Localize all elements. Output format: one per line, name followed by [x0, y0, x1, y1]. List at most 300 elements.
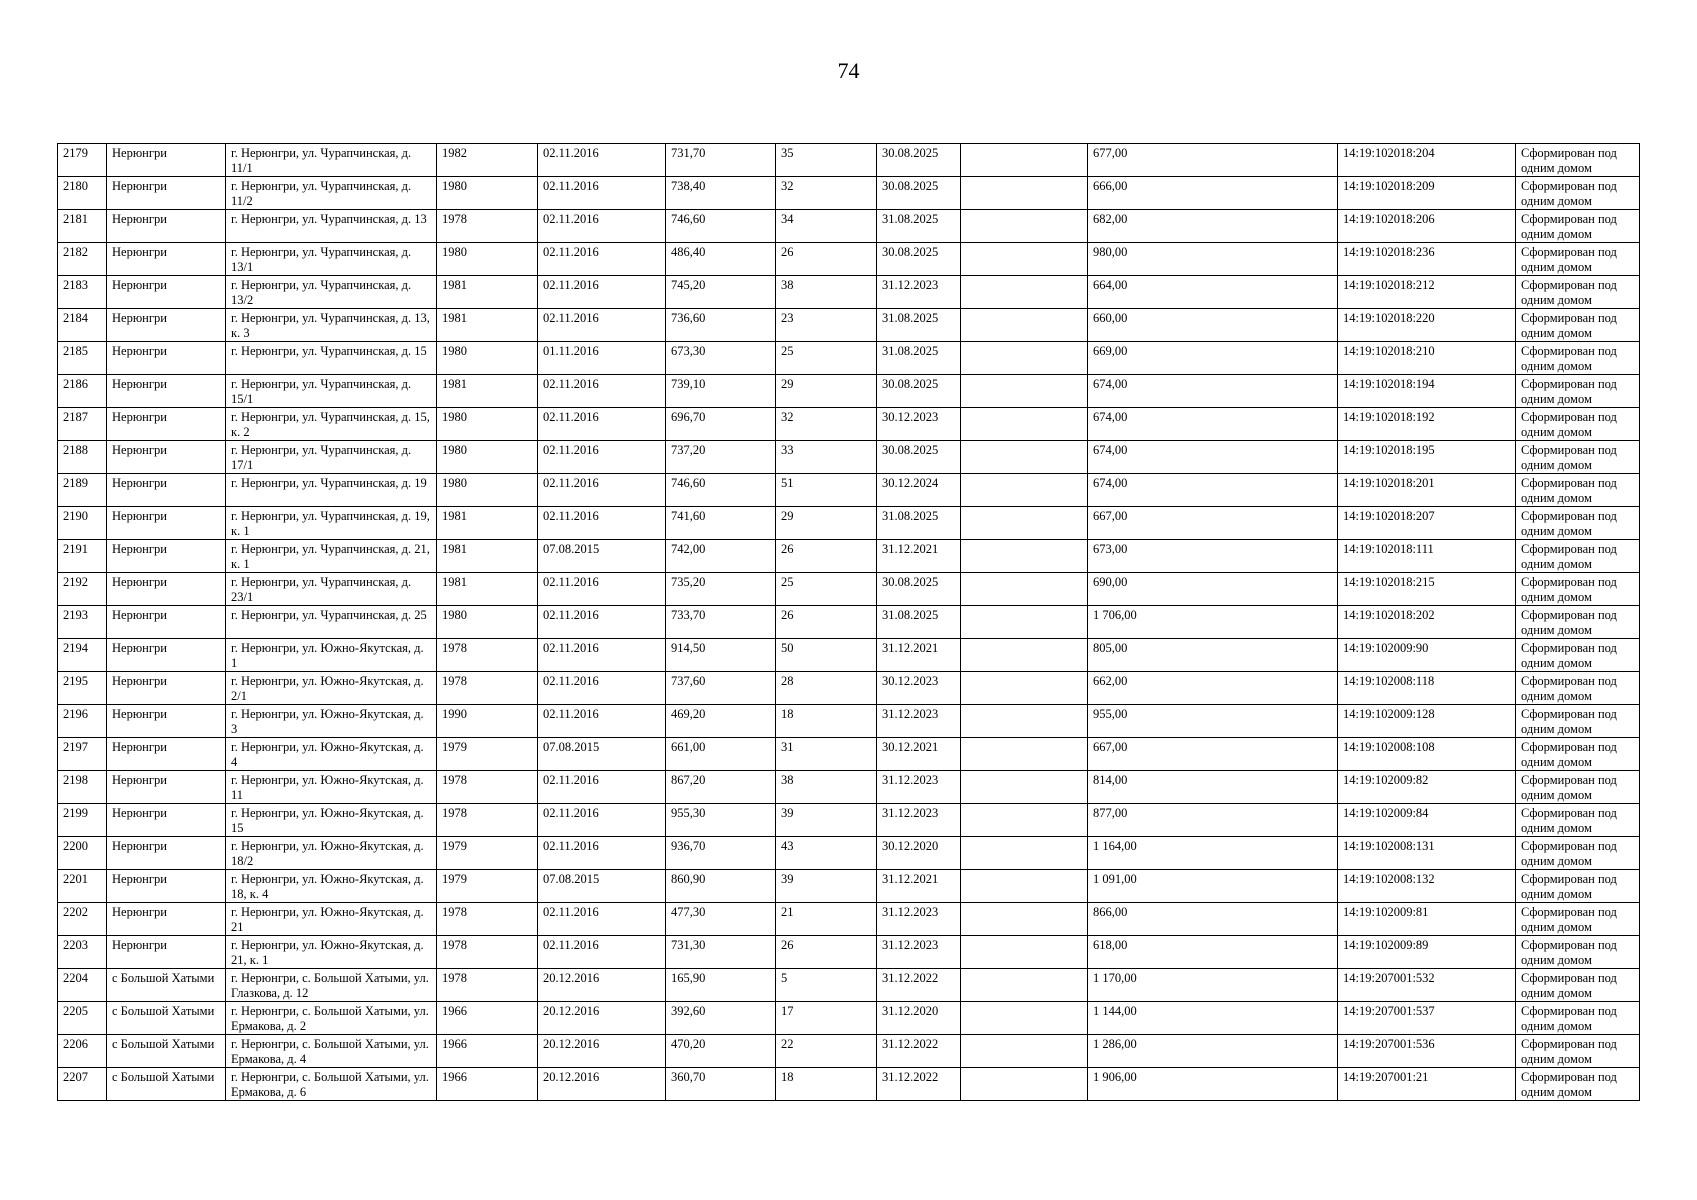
row-number-cell: 2204: [58, 969, 107, 1002]
count-cell: 38: [776, 771, 877, 804]
table-row: [58, 1068, 1640, 1101]
row-number-cell: 2189: [58, 474, 107, 507]
row-number-cell: 2206: [58, 1035, 107, 1068]
settlement-cell: с Большой Хатыми: [107, 1002, 226, 1035]
empty-cell: [961, 540, 1088, 573]
address-cell: г. Нерюнгри, ул. Южно-Якутская, д. 2/1: [226, 672, 437, 705]
registration-date-cell: 02.11.2016: [538, 639, 666, 672]
registration-date-cell: 20.12.2016: [538, 1035, 666, 1068]
empty-cell: [961, 771, 1088, 804]
row-number-cell: 2185: [58, 342, 107, 375]
area-cell: 470,20: [666, 1035, 776, 1068]
due-date-cell: 31.08.2025: [877, 606, 961, 639]
cadastral-number-cell: 14:19:102009:82: [1338, 771, 1516, 804]
build-year-cell: 1981: [437, 540, 538, 573]
count-cell: 39: [776, 870, 877, 903]
cadastral-number-cell: 14:19:207001:21: [1338, 1068, 1516, 1101]
cost-cell: 662,00: [1088, 672, 1338, 705]
registration-date-cell: 02.11.2016: [538, 474, 666, 507]
due-date-cell: 30.08.2025: [877, 243, 961, 276]
build-year-cell: 1978: [437, 210, 538, 243]
due-date-cell: 30.08.2025: [877, 144, 961, 177]
cadastral-number-cell: 14:19:207001:536: [1338, 1035, 1516, 1068]
cost-cell: 667,00: [1088, 738, 1338, 771]
cadastral-number-cell: 14:19:102018:209: [1338, 177, 1516, 210]
registration-date-cell: 02.11.2016: [538, 837, 666, 870]
settlement-cell: Нерюнгри: [107, 540, 226, 573]
build-year-cell: 1978: [437, 639, 538, 672]
due-date-cell: 30.12.2023: [877, 408, 961, 441]
settlement-cell: Нерюнгри: [107, 474, 226, 507]
due-date-cell: 31.12.2023: [877, 771, 961, 804]
build-year-cell: 1980: [437, 408, 538, 441]
row-number-cell: 2193: [58, 606, 107, 639]
row-number-cell: 2191: [58, 540, 107, 573]
count-cell: 29: [776, 375, 877, 408]
empty-cell: [961, 507, 1088, 540]
cadastral-number-cell: 14:19:102018:192: [1338, 408, 1516, 441]
empty-cell: [961, 375, 1088, 408]
empty-cell: [961, 243, 1088, 276]
due-date-cell: 31.12.2021: [877, 639, 961, 672]
cost-cell: 1 144,00: [1088, 1002, 1338, 1035]
build-year-cell: 1978: [437, 969, 538, 1002]
due-date-cell: 30.08.2025: [877, 177, 961, 210]
table-row: [58, 639, 1640, 672]
address-cell: г. Нерюнгри, ул. Южно-Якутская, д. 1: [226, 639, 437, 672]
note-cell: Сформирован под одним домом: [1516, 738, 1640, 771]
due-date-cell: 31.12.2023: [877, 936, 961, 969]
row-number-cell: 2179: [58, 144, 107, 177]
area-cell: 746,60: [666, 210, 776, 243]
settlement-cell: Нерюнгри: [107, 408, 226, 441]
cost-cell: 674,00: [1088, 408, 1338, 441]
row-number-cell: 2195: [58, 672, 107, 705]
registration-date-cell: 20.12.2016: [538, 1002, 666, 1035]
registration-date-cell: 07.08.2015: [538, 540, 666, 573]
row-number-cell: 2198: [58, 771, 107, 804]
area-cell: 733,70: [666, 606, 776, 639]
row-number-cell: 2184: [58, 309, 107, 342]
empty-cell: [961, 573, 1088, 606]
table-body: [58, 144, 1640, 1101]
due-date-cell: 30.12.2023: [877, 672, 961, 705]
empty-cell: [961, 342, 1088, 375]
empty-cell: [961, 837, 1088, 870]
cost-cell: 1 286,00: [1088, 1035, 1338, 1068]
settlement-cell: Нерюнгри: [107, 804, 226, 837]
cost-cell: 674,00: [1088, 474, 1338, 507]
cadastral-number-cell: 14:19:102018:204: [1338, 144, 1516, 177]
note-cell: Сформирован под одним домом: [1516, 540, 1640, 573]
build-year-cell: 1978: [437, 936, 538, 969]
cadastral-number-cell: 14:19:102018:207: [1338, 507, 1516, 540]
count-cell: 28: [776, 672, 877, 705]
cost-cell: 669,00: [1088, 342, 1338, 375]
build-year-cell: 1980: [437, 606, 538, 639]
note-cell: Сформирован под одним домом: [1516, 771, 1640, 804]
address-cell: г. Нерюнгри, с. Большой Хатыми, ул. Ермакова, д. 2: [226, 1002, 437, 1035]
due-date-cell: 30.12.2024: [877, 474, 961, 507]
note-cell: Сформирован под одним домом: [1516, 144, 1640, 177]
table-row: [58, 804, 1640, 837]
due-date-cell: 31.12.2023: [877, 903, 961, 936]
cost-cell: 674,00: [1088, 441, 1338, 474]
count-cell: 26: [776, 606, 877, 639]
table-row: [58, 144, 1640, 177]
note-cell: Сформирован под одним домом: [1516, 903, 1640, 936]
address-cell: г. Нерюнгри, с. Большой Хатыми, ул. Ермакова, д. 4: [226, 1035, 437, 1068]
table-row: [58, 672, 1640, 705]
build-year-cell: 1980: [437, 441, 538, 474]
area-cell: 469,20: [666, 705, 776, 738]
settlement-cell: Нерюнгри: [107, 738, 226, 771]
address-cell: г. Нерюнгри, ул. Чурапчинская, д. 19: [226, 474, 437, 507]
due-date-cell: 30.12.2020: [877, 837, 961, 870]
build-year-cell: 1978: [437, 771, 538, 804]
area-cell: 736,60: [666, 309, 776, 342]
empty-cell: [961, 144, 1088, 177]
note-cell: Сформирован под одним домом: [1516, 243, 1640, 276]
registration-date-cell: 02.11.2016: [538, 903, 666, 936]
registration-date-cell: 02.11.2016: [538, 210, 666, 243]
empty-cell: [961, 309, 1088, 342]
build-year-cell: 1979: [437, 837, 538, 870]
table-row: [58, 771, 1640, 804]
due-date-cell: 31.12.2020: [877, 1002, 961, 1035]
note-cell: Сформирован под одним домом: [1516, 870, 1640, 903]
settlement-cell: Нерюнгри: [107, 276, 226, 309]
due-date-cell: 31.12.2021: [877, 540, 961, 573]
build-year-cell: 1981: [437, 507, 538, 540]
table-row: [58, 606, 1640, 639]
area-cell: 914,50: [666, 639, 776, 672]
note-cell: Сформирован под одним домом: [1516, 639, 1640, 672]
cadastral-number-cell: 14:19:102009:84: [1338, 804, 1516, 837]
address-cell: г. Нерюнгри, ул. Чурапчинская, д. 11/2: [226, 177, 437, 210]
area-cell: 477,30: [666, 903, 776, 936]
settlement-cell: Нерюнгри: [107, 903, 226, 936]
table-row: [58, 573, 1640, 606]
cost-cell: 618,00: [1088, 936, 1338, 969]
table-row: [58, 507, 1640, 540]
build-year-cell: 1979: [437, 738, 538, 771]
settlement-cell: Нерюнгри: [107, 177, 226, 210]
cost-cell: 1 906,00: [1088, 1068, 1338, 1101]
count-cell: 32: [776, 177, 877, 210]
note-cell: Сформирован под одним домом: [1516, 441, 1640, 474]
settlement-cell: с Большой Хатыми: [107, 1035, 226, 1068]
cadastral-number-cell: 14:19:207001:537: [1338, 1002, 1516, 1035]
empty-cell: [961, 870, 1088, 903]
cost-cell: 1 170,00: [1088, 969, 1338, 1002]
cadastral-number-cell: 14:19:102009:89: [1338, 936, 1516, 969]
settlement-cell: Нерюнгри: [107, 771, 226, 804]
area-cell: 955,30: [666, 804, 776, 837]
cost-cell: 674,00: [1088, 375, 1338, 408]
table-row: [58, 408, 1640, 441]
area-cell: 737,60: [666, 672, 776, 705]
area-cell: 860,90: [666, 870, 776, 903]
settlement-cell: Нерюнгри: [107, 936, 226, 969]
area-cell: 737,20: [666, 441, 776, 474]
registration-date-cell: 20.12.2016: [538, 1068, 666, 1101]
empty-cell: [961, 210, 1088, 243]
cadastral-number-cell: 14:19:102018:215: [1338, 573, 1516, 606]
empty-cell: [961, 705, 1088, 738]
cost-cell: 814,00: [1088, 771, 1338, 804]
address-cell: г. Нерюнгри, с. Большой Хатыми, ул. Глазкова, д. 12: [226, 969, 437, 1002]
cadastral-number-cell: 14:19:102008:108: [1338, 738, 1516, 771]
row-number-cell: 2186: [58, 375, 107, 408]
due-date-cell: 31.12.2022: [877, 1068, 961, 1101]
count-cell: 18: [776, 1068, 877, 1101]
due-date-cell: 30.12.2021: [877, 738, 961, 771]
cost-cell: 664,00: [1088, 276, 1338, 309]
registration-date-cell: 02.11.2016: [538, 705, 666, 738]
area-cell: 673,30: [666, 342, 776, 375]
cost-cell: 1 706,00: [1088, 606, 1338, 639]
area-cell: 661,00: [666, 738, 776, 771]
empty-cell: [961, 177, 1088, 210]
note-cell: Сформирован под одним домом: [1516, 210, 1640, 243]
address-cell: г. Нерюнгри, ул. Чурапчинская, д. 19, к. 1: [226, 507, 437, 540]
note-cell: Сформирован под одним домом: [1516, 1068, 1640, 1101]
area-cell: 867,20: [666, 771, 776, 804]
due-date-cell: 30.08.2025: [877, 573, 961, 606]
cost-cell: 866,00: [1088, 903, 1338, 936]
address-cell: г. Нерюнгри, ул. Чурапчинская, д. 13, к. 3: [226, 309, 437, 342]
count-cell: 35: [776, 144, 877, 177]
table-row: [58, 309, 1640, 342]
settlement-cell: с Большой Хатыми: [107, 1068, 226, 1101]
note-cell: Сформирован под одним домом: [1516, 507, 1640, 540]
row-number-cell: 2187: [58, 408, 107, 441]
note-cell: Сформирован под одним домом: [1516, 276, 1640, 309]
note-cell: Сформирован под одним домом: [1516, 573, 1640, 606]
cadastral-number-cell: 14:19:102018:210: [1338, 342, 1516, 375]
due-date-cell: 31.08.2025: [877, 309, 961, 342]
settlement-cell: Нерюнгри: [107, 144, 226, 177]
note-cell: Сформирован под одним домом: [1516, 969, 1640, 1002]
empty-cell: [961, 606, 1088, 639]
registration-date-cell: 02.11.2016: [538, 144, 666, 177]
row-number-cell: 2194: [58, 639, 107, 672]
empty-cell: [961, 804, 1088, 837]
row-number-cell: 2181: [58, 210, 107, 243]
registration-date-cell: 02.11.2016: [538, 804, 666, 837]
settlement-cell: Нерюнгри: [107, 309, 226, 342]
count-cell: 26: [776, 540, 877, 573]
address-cell: г. Нерюнгри, ул. Южно-Якутская, д. 4: [226, 738, 437, 771]
settlement-cell: Нерюнгри: [107, 639, 226, 672]
note-cell: Сформирован под одним домом: [1516, 705, 1640, 738]
table-row: [58, 903, 1640, 936]
area-cell: 731,30: [666, 936, 776, 969]
due-date-cell: 31.12.2023: [877, 276, 961, 309]
note-cell: Сформирован под одним домом: [1516, 936, 1640, 969]
settlement-cell: Нерюнгри: [107, 837, 226, 870]
address-cell: г. Нерюнгри, с. Большой Хатыми, ул. Ермакова, д. 6: [226, 1068, 437, 1101]
cadastral-number-cell: 14:19:102018:212: [1338, 276, 1516, 309]
build-year-cell: 1982: [437, 144, 538, 177]
registration-date-cell: 02.11.2016: [538, 936, 666, 969]
due-date-cell: 30.08.2025: [877, 375, 961, 408]
cadastral-number-cell: 14:19:102008:132: [1338, 870, 1516, 903]
count-cell: 34: [776, 210, 877, 243]
note-cell: Сформирован под одним домом: [1516, 1002, 1640, 1035]
note-cell: Сформирован под одним домом: [1516, 408, 1640, 441]
cost-cell: 877,00: [1088, 804, 1338, 837]
area-cell: 731,70: [666, 144, 776, 177]
settlement-cell: с Большой Хатыми: [107, 969, 226, 1002]
cost-cell: 682,00: [1088, 210, 1338, 243]
cadastral-number-cell: 14:19:102008:118: [1338, 672, 1516, 705]
count-cell: 26: [776, 243, 877, 276]
count-cell: 18: [776, 705, 877, 738]
registration-date-cell: 02.11.2016: [538, 408, 666, 441]
count-cell: 5: [776, 969, 877, 1002]
row-number-cell: 2197: [58, 738, 107, 771]
empty-cell: [961, 672, 1088, 705]
table-row: [58, 441, 1640, 474]
registration-date-cell: 02.11.2016: [538, 606, 666, 639]
address-cell: г. Нерюнгри, ул. Южно-Якутская, д. 21, к. 1: [226, 936, 437, 969]
settlement-cell: Нерюнгри: [107, 243, 226, 276]
registration-date-cell: 01.11.2016: [538, 342, 666, 375]
count-cell: 25: [776, 573, 877, 606]
empty-cell: [961, 1002, 1088, 1035]
settlement-cell: Нерюнгри: [107, 606, 226, 639]
address-cell: г. Нерюнгри, ул. Чурапчинская, д. 17/1: [226, 441, 437, 474]
build-year-cell: 1978: [437, 903, 538, 936]
address-cell: г. Нерюнгри, ул. Чурапчинская, д. 15: [226, 342, 437, 375]
empty-cell: [961, 639, 1088, 672]
table-row: [58, 375, 1640, 408]
address-cell: г. Нерюнгри, ул. Южно-Якутская, д. 3: [226, 705, 437, 738]
settlement-cell: Нерюнгри: [107, 705, 226, 738]
due-date-cell: 31.08.2025: [877, 210, 961, 243]
cost-cell: 673,00: [1088, 540, 1338, 573]
cost-cell: 1 164,00: [1088, 837, 1338, 870]
registration-date-cell: 02.11.2016: [538, 375, 666, 408]
empty-cell: [961, 276, 1088, 309]
build-year-cell: 1981: [437, 573, 538, 606]
count-cell: 21: [776, 903, 877, 936]
area-cell: 165,90: [666, 969, 776, 1002]
count-cell: 31: [776, 738, 877, 771]
count-cell: 39: [776, 804, 877, 837]
address-cell: г. Нерюнгри, ул. Южно-Якутская, д. 11: [226, 771, 437, 804]
table-row: [58, 342, 1640, 375]
count-cell: 29: [776, 507, 877, 540]
row-number-cell: 2202: [58, 903, 107, 936]
count-cell: 22: [776, 1035, 877, 1068]
note-cell: Сформирован под одним домом: [1516, 837, 1640, 870]
settlement-cell: Нерюнгри: [107, 342, 226, 375]
settlement-cell: Нерюнгри: [107, 573, 226, 606]
table-row: [58, 210, 1640, 243]
area-cell: 392,60: [666, 1002, 776, 1035]
empty-cell: [961, 1035, 1088, 1068]
due-date-cell: 31.12.2023: [877, 705, 961, 738]
empty-cell: [961, 969, 1088, 1002]
empty-cell: [961, 441, 1088, 474]
address-cell: г. Нерюнгри, ул. Чурапчинская, д. 11/1: [226, 144, 437, 177]
row-number-cell: 2180: [58, 177, 107, 210]
address-cell: г. Нерюнгри, ул. Чурапчинская, д. 25: [226, 606, 437, 639]
cost-cell: 660,00: [1088, 309, 1338, 342]
cadastral-number-cell: 14:19:102018:202: [1338, 606, 1516, 639]
area-cell: 360,70: [666, 1068, 776, 1101]
address-cell: г. Нерюнгри, ул. Чурапчинская, д. 13/2: [226, 276, 437, 309]
row-number-cell: 2205: [58, 1002, 107, 1035]
cadastral-number-cell: 14:19:102018:194: [1338, 375, 1516, 408]
area-cell: 486,40: [666, 243, 776, 276]
note-cell: Сформирован под одним домом: [1516, 804, 1640, 837]
registration-date-cell: 07.08.2015: [538, 738, 666, 771]
settlement-cell: Нерюнгри: [107, 507, 226, 540]
note-cell: Сформирован под одним домом: [1516, 177, 1640, 210]
address-cell: г. Нерюнгри, ул. Южно-Якутская, д. 18, к. 4: [226, 870, 437, 903]
cost-cell: 667,00: [1088, 507, 1338, 540]
cost-cell: 805,00: [1088, 639, 1338, 672]
cost-cell: 1 091,00: [1088, 870, 1338, 903]
table-row: [58, 969, 1640, 1002]
cadastral-number-cell: 14:19:102018:201: [1338, 474, 1516, 507]
empty-cell: [961, 474, 1088, 507]
table-row: [58, 243, 1640, 276]
build-year-cell: 1978: [437, 672, 538, 705]
table-row: [58, 1035, 1640, 1068]
due-date-cell: 31.12.2022: [877, 1035, 961, 1068]
cadastral-number-cell: 14:19:102018:206: [1338, 210, 1516, 243]
build-year-cell: 1981: [437, 375, 538, 408]
area-cell: 742,00: [666, 540, 776, 573]
count-cell: 50: [776, 639, 877, 672]
row-number-cell: 2188: [58, 441, 107, 474]
table-row: [58, 738, 1640, 771]
registration-date-cell: 02.11.2016: [538, 276, 666, 309]
settlement-cell: Нерюнгри: [107, 210, 226, 243]
address-cell: г. Нерюнгри, ул. Чурапчинская, д. 23/1: [226, 573, 437, 606]
empty-cell: [961, 738, 1088, 771]
build-year-cell: 1981: [437, 276, 538, 309]
count-cell: 51: [776, 474, 877, 507]
area-cell: 735,20: [666, 573, 776, 606]
note-cell: Сформирован под одним домом: [1516, 474, 1640, 507]
cadastral-number-cell: 14:19:102009:81: [1338, 903, 1516, 936]
due-date-cell: 31.12.2023: [877, 804, 961, 837]
count-cell: 25: [776, 342, 877, 375]
due-date-cell: 31.12.2021: [877, 870, 961, 903]
count-cell: 33: [776, 441, 877, 474]
count-cell: 23: [776, 309, 877, 342]
row-number-cell: 2196: [58, 705, 107, 738]
empty-cell: [961, 408, 1088, 441]
area-cell: 696,70: [666, 408, 776, 441]
address-cell: г. Нерюнгри, ул. Южно-Якутская, д. 15: [226, 804, 437, 837]
area-cell: 741,60: [666, 507, 776, 540]
note-cell: Сформирован под одним домом: [1516, 342, 1640, 375]
address-cell: г. Нерюнгри, ул. Чурапчинская, д. 15, к. 2: [226, 408, 437, 441]
note-cell: Сформирован под одним домом: [1516, 606, 1640, 639]
note-cell: Сформирован под одним домом: [1516, 672, 1640, 705]
table-row: [58, 540, 1640, 573]
due-date-cell: 30.08.2025: [877, 441, 961, 474]
cadastral-number-cell: 14:19:102018:220: [1338, 309, 1516, 342]
registration-date-cell: 02.11.2016: [538, 441, 666, 474]
